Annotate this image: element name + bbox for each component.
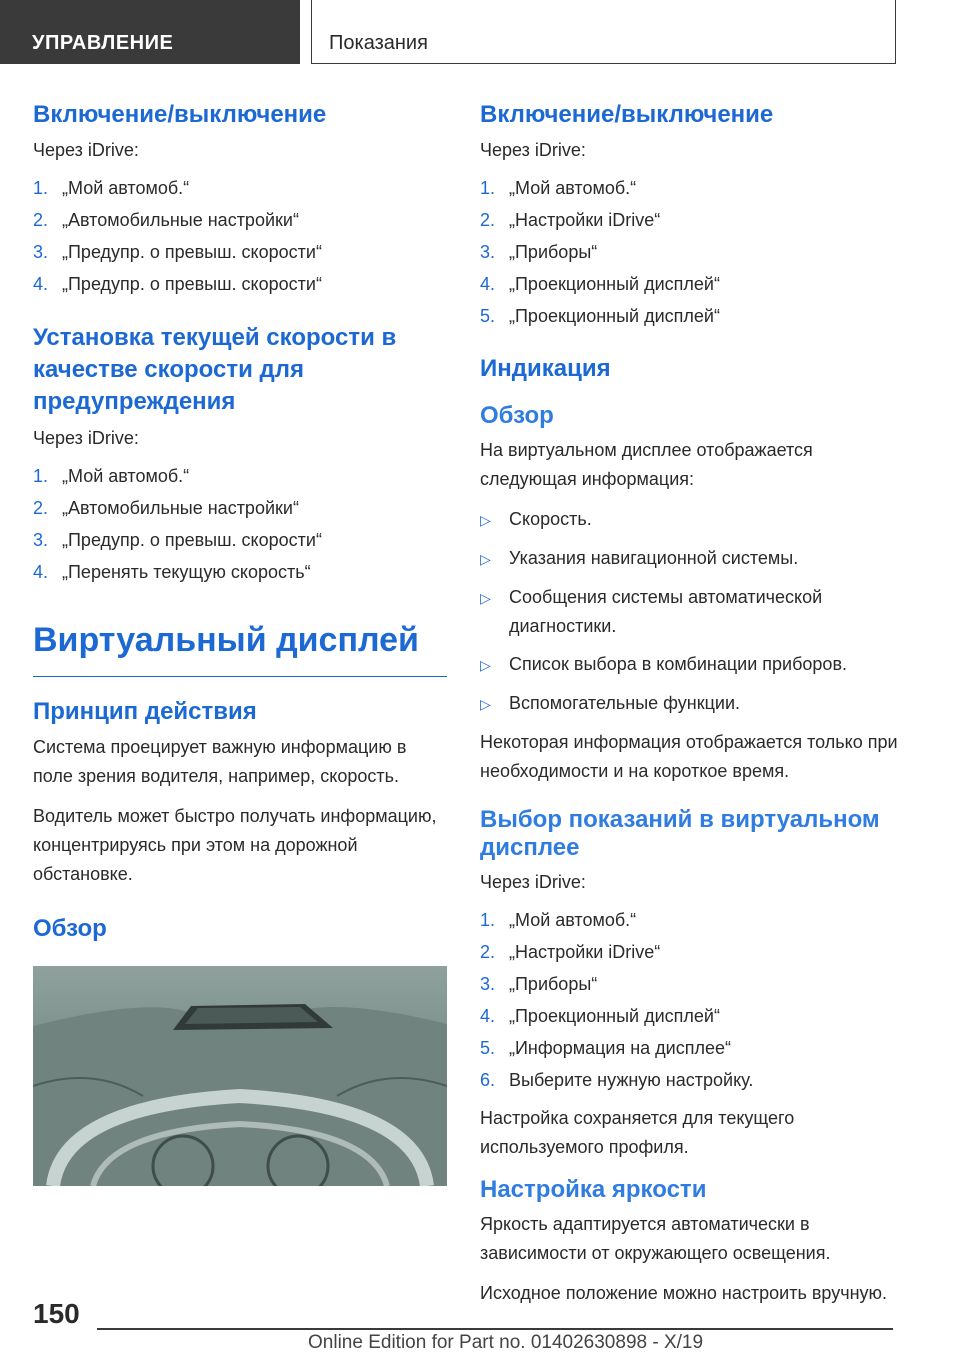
list-item bbox=[33, 464, 447, 488]
list-item bbox=[480, 176, 900, 200]
select-note: Настройка сохраняется для текущего используемого профиля. bbox=[480, 1108, 795, 1157]
step-number: 3. bbox=[480, 242, 496, 262]
list-item bbox=[480, 272, 900, 296]
step-text: „Проекционный дисплей“ bbox=[509, 1006, 720, 1026]
list-item bbox=[33, 240, 447, 264]
brightness-paragraph-2: Исходное положение можно настроить вручную. bbox=[480, 1283, 888, 1303]
onoff-intro: Через iDrive: bbox=[33, 140, 139, 160]
step-text: „Мой автомоб.“ bbox=[509, 178, 637, 198]
list-item bbox=[33, 528, 447, 552]
list-item bbox=[480, 972, 900, 996]
step-number: 2. bbox=[480, 210, 496, 230]
step-number: 4. bbox=[480, 1006, 496, 1026]
step-text: „Автомобильные настройки“ bbox=[62, 210, 299, 230]
page-number: 150 bbox=[33, 1298, 80, 1329]
list-item bbox=[33, 176, 447, 200]
overview-list bbox=[480, 505, 900, 719]
step-text: „Предупр. о превыш. скорости“ bbox=[62, 274, 322, 294]
step-number: 3. bbox=[33, 242, 49, 262]
step-text: „Приборы“ bbox=[509, 242, 598, 262]
list-item bbox=[480, 1004, 900, 1028]
step-text: „Автомобильные настройки“ bbox=[62, 498, 299, 518]
list-item bbox=[33, 272, 447, 296]
triangle-bullet-icon: ▷ bbox=[480, 512, 491, 528]
indication-heading: Индикация bbox=[480, 355, 611, 382]
onoff-steps bbox=[33, 176, 447, 296]
dashboard-illustration bbox=[33, 966, 447, 1186]
step-text: Выберите нужную настройку. bbox=[509, 1070, 754, 1090]
step-text: „Информация на дисплее“ bbox=[509, 1038, 731, 1058]
list-item bbox=[480, 1036, 900, 1060]
step-number: 2. bbox=[33, 498, 49, 518]
step-number: 1. bbox=[480, 910, 496, 930]
principle-paragraph-2: Водитель может быстро получать информацию, концентрируясь при этом на дорожной обстановке. bbox=[33, 806, 437, 884]
step-text: „Приборы“ bbox=[509, 974, 598, 994]
step-text: „Перенять текущую скорость“ bbox=[62, 562, 311, 582]
principle-heading: Принцип действия bbox=[33, 698, 257, 725]
step-number: 6. bbox=[480, 1070, 496, 1090]
step-text: „Мой автомоб.“ bbox=[62, 466, 190, 486]
select-intro: Через iDrive: bbox=[480, 872, 586, 892]
left-column bbox=[33, 100, 447, 1186]
step-number: 5. bbox=[480, 306, 496, 326]
overview-intro: На виртуальном дисплее отображается следующая информация: bbox=[480, 440, 813, 489]
step-number: 3. bbox=[33, 530, 49, 550]
step-number: 1. bbox=[480, 178, 496, 198]
item-text: Сообщения системы автоматической диагностики. bbox=[509, 587, 823, 636]
list-item bbox=[480, 650, 900, 680]
overview-note: Некоторая информация отображается только при необходимости и на короткое время. bbox=[480, 732, 898, 781]
item-text: Вспомогательные функции. bbox=[509, 693, 741, 713]
footer-divider bbox=[97, 1328, 893, 1330]
display-chapter-heading: Виртуальный дисплей bbox=[33, 618, 447, 677]
triangle-bullet-icon: ▷ bbox=[480, 657, 491, 673]
onoff-heading: Включение/выключение bbox=[480, 101, 774, 128]
step-text: „Проекционный дисплей“ bbox=[509, 274, 720, 294]
section-tab: УПРАВЛЕНИЕ bbox=[0, 0, 300, 64]
step-number: 4. bbox=[33, 562, 49, 582]
triangle-bullet-icon: ▷ bbox=[480, 590, 491, 606]
step-number: 4. bbox=[480, 274, 496, 294]
select-subheading: Выбор показаний в виртуальном дисплее bbox=[480, 806, 880, 861]
brightness-paragraph-1: Яркость адаптируется автоматически в зависимости от окружающего освещения. bbox=[480, 1214, 831, 1263]
list-item bbox=[480, 208, 900, 232]
dashboard-photo bbox=[33, 966, 447, 1186]
item-text: Список выбора в комбинации приборов. bbox=[509, 654, 848, 674]
step-text: „Мой автомоб.“ bbox=[62, 178, 190, 198]
step-number: 2. bbox=[480, 942, 496, 962]
edition-note: Online Edition for Part no. 01402630898 - X/19 bbox=[308, 1332, 704, 1353]
list-item bbox=[33, 496, 447, 520]
speed-heading: Установка текущей скорости в качестве скорости для предупреждения bbox=[33, 324, 397, 415]
list-item bbox=[480, 1068, 900, 1092]
list-item bbox=[480, 908, 900, 932]
list-item bbox=[480, 240, 900, 264]
right-column bbox=[480, 100, 900, 1319]
step-number: 1. bbox=[33, 466, 49, 486]
step-text: „Предупр. о превыш. скорости“ bbox=[62, 530, 322, 550]
speed-steps bbox=[33, 464, 447, 584]
speed-intro: Через iDrive: bbox=[33, 428, 139, 448]
triangle-bullet-icon: ▷ bbox=[480, 551, 491, 567]
list-item bbox=[480, 583, 900, 641]
select-steps bbox=[480, 908, 900, 1092]
step-number: 4. bbox=[33, 274, 49, 294]
step-number: 2. bbox=[33, 210, 49, 230]
list-item bbox=[33, 208, 447, 232]
step-text: „Предупр. о превыш. скорости“ bbox=[62, 242, 322, 262]
step-text: „Настройки iDrive“ bbox=[509, 210, 661, 230]
step-text: „Мой автомоб.“ bbox=[509, 910, 637, 930]
overview-subheading: Обзор bbox=[480, 402, 554, 429]
step-number: 5. bbox=[480, 1038, 496, 1058]
list-item bbox=[480, 689, 900, 719]
onoff-heading: Включение/выключение bbox=[33, 101, 327, 128]
item-text: Скорость. bbox=[509, 509, 592, 529]
onoff-steps bbox=[480, 176, 900, 328]
principle-paragraph-1: Система проецирует важную информацию в поле зрения водителя, например, скорость. bbox=[33, 737, 407, 786]
list-item bbox=[480, 505, 900, 535]
onoff-intro: Через iDrive: bbox=[480, 140, 586, 160]
list-item bbox=[33, 560, 447, 584]
list-item bbox=[480, 544, 900, 574]
overview-heading: Обзор bbox=[33, 915, 107, 942]
step-number: 3. bbox=[480, 974, 496, 994]
step-number: 1. bbox=[33, 178, 49, 198]
brightness-subheading: Настройка яркости bbox=[480, 1176, 707, 1203]
item-text: Указания навигационной системы. bbox=[509, 548, 799, 568]
subsection-tab: Показания bbox=[311, 0, 896, 64]
step-text: „Настройки iDrive“ bbox=[509, 942, 661, 962]
list-item bbox=[480, 940, 900, 964]
list-item bbox=[480, 304, 900, 328]
step-text: „Проекционный дисплей“ bbox=[509, 306, 720, 326]
triangle-bullet-icon: ▷ bbox=[480, 696, 491, 712]
